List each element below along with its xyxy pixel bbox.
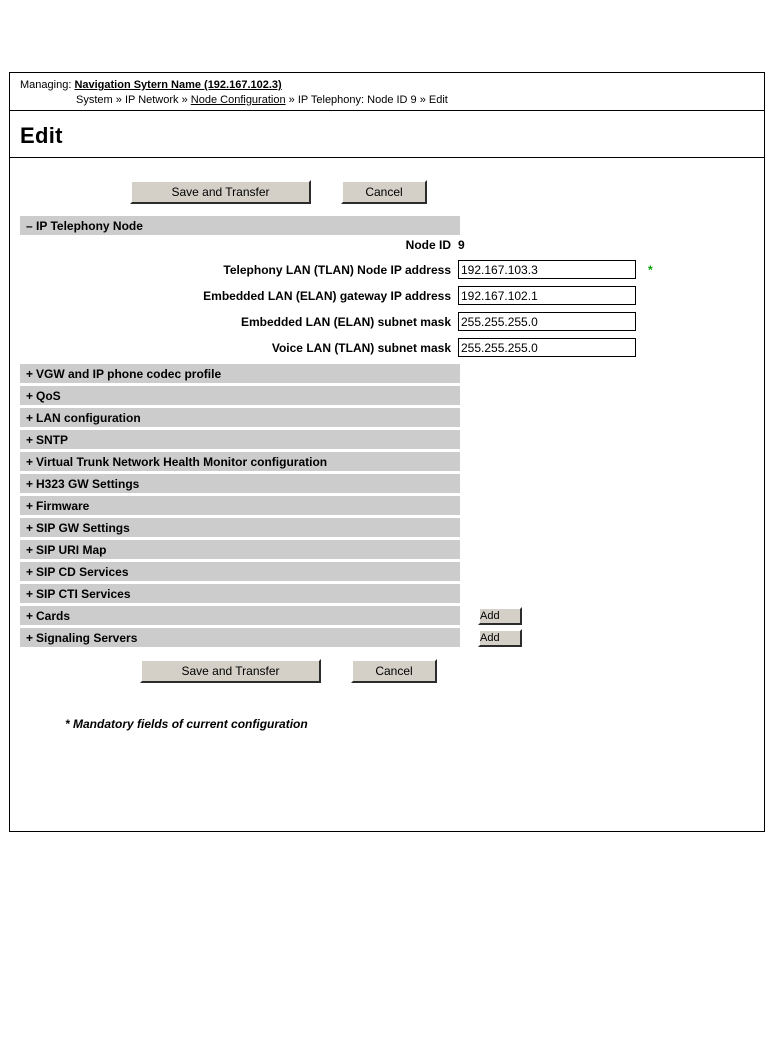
input-elan-subnet-mask[interactable] <box>458 312 636 331</box>
input-elan-gateway-ip[interactable] <box>458 286 636 305</box>
input-tlan-node-ip[interactable] <box>458 260 636 279</box>
expand-icon[interactable]: + <box>26 498 34 513</box>
section-label-sntp: SNTP <box>36 432 69 447</box>
section-row-cards <box>20 606 754 625</box>
input-tlan-subnet-mask[interactable] <box>458 338 636 357</box>
page-title: Edit <box>20 123 63 148</box>
section-ip-telephony-node[interactable] <box>20 216 460 235</box>
required-indicator-tlan-node-ip: * <box>648 262 653 277</box>
field-row-tlan-subnet-mask <box>20 338 754 357</box>
expand-icon[interactable]: + <box>26 542 34 557</box>
field-row-tlan-node-ip <box>20 260 754 279</box>
top-button-row <box>20 180 754 204</box>
managing-line <box>20 79 754 92</box>
section-label-signaling-servers: Signaling Servers <box>36 630 138 645</box>
expand-icon[interactable]: + <box>26 432 34 447</box>
expand-icon[interactable]: + <box>26 564 34 579</box>
managing-header <box>10 73 764 111</box>
breadcrumb-sep-3: » <box>288 94 295 106</box>
node-id-row <box>20 238 754 252</box>
section-row-signaling-servers <box>20 628 754 647</box>
breadcrumb-sep-2: » <box>181 94 188 106</box>
managing-label: Managing: <box>20 79 72 91</box>
label-tlan-node-ip: Telephony LAN (TLAN) Node IP address <box>223 262 451 277</box>
expand-icon[interactable]: + <box>26 366 34 381</box>
section-label-sip-cd-services: SIP CD Services <box>36 564 129 579</box>
expand-icon[interactable]: + <box>26 608 34 623</box>
section-sip-cti-services[interactable] <box>20 584 460 603</box>
mandatory-fields-note: * Mandatory fields of current configuration <box>65 717 308 731</box>
section-label-lan-configuration: LAN configuration <box>36 410 141 425</box>
node-id-label: Node ID <box>405 238 451 252</box>
section-signaling-servers[interactable] <box>20 628 460 647</box>
section-label-sip-gw-settings: SIP GW Settings <box>36 520 130 535</box>
section-label-vgw-ip-phone-codec-profile: VGW and IP phone codec profile <box>36 366 222 381</box>
cancel-button-bottom[interactable]: Cancel <box>351 659 437 683</box>
collapse-icon[interactable]: – <box>26 218 33 233</box>
expand-icon[interactable]: + <box>26 630 34 645</box>
expand-icon[interactable]: + <box>26 388 34 403</box>
breadcrumb-node-configuration[interactable]: Node Configuration <box>190 94 286 106</box>
label-tlan-subnet-mask: Voice LAN (TLAN) subnet mask <box>271 340 451 355</box>
section-label-cards: Cards <box>36 608 71 623</box>
section-qos[interactable] <box>20 386 460 405</box>
save-and-transfer-button-bottom[interactable]: Save and Transfer <box>140 659 321 683</box>
section-virtual-trunk-network-health-monitor[interactable] <box>20 452 460 471</box>
browser-content-window <box>9 72 765 832</box>
collapsible-sections-list <box>20 364 754 647</box>
expand-icon[interactable]: + <box>26 476 34 491</box>
node-id-value: 9 <box>458 238 465 252</box>
section-label-qos: QoS <box>36 388 61 403</box>
expand-icon[interactable]: + <box>26 454 34 469</box>
section-label-firmware: Firmware <box>36 498 90 513</box>
add-signaling-server-button[interactable]: Add <box>478 629 522 647</box>
expand-icon[interactable]: + <box>26 520 34 535</box>
breadcrumb-current: IP Telephony: Node ID 9 » Edit <box>297 94 448 106</box>
label-elan-subnet-mask: Embedded LAN (ELAN) subnet mask <box>240 314 451 329</box>
managing-system-name[interactable]: Navigation Sytern Name (192.167.102.3) <box>74 79 282 91</box>
section-label-sip-uri-map: SIP URI Map <box>36 542 107 557</box>
bottom-button-row <box>20 659 754 683</box>
field-row-elan-gateway-ip <box>20 286 754 305</box>
title-divider <box>10 157 764 158</box>
section-sip-gw-settings[interactable] <box>20 518 460 537</box>
breadcrumb-ip-network: IP Network <box>124 94 179 106</box>
expand-icon[interactable]: + <box>26 410 34 425</box>
cancel-button-top[interactable]: Cancel <box>341 180 427 204</box>
section-firmware[interactable] <box>20 496 460 515</box>
section-label-sip-cti-services: SIP CTI Services <box>36 586 131 601</box>
section-label-h323-gw-settings: H323 GW Settings <box>36 476 140 491</box>
section-vgw-ip-phone-codec-profile[interactable] <box>20 364 460 383</box>
add-card-button[interactable]: Add <box>478 607 522 625</box>
expand-icon[interactable]: + <box>26 586 34 601</box>
save-and-transfer-button-top[interactable]: Save and Transfer <box>130 180 311 204</box>
section-h323-gw-settings[interactable] <box>20 474 460 493</box>
section-cards[interactable] <box>20 606 460 625</box>
breadcrumb-system: System <box>76 94 113 106</box>
section-label-ip-telephony-node: IP Telephony Node <box>36 218 143 233</box>
section-sip-uri-map[interactable] <box>20 540 460 559</box>
breadcrumb <box>76 93 754 107</box>
section-sntp[interactable] <box>20 430 460 449</box>
section-label-virtual-trunk-network-health-monitor: Virtual Trunk Network Health Monitor configuration <box>36 454 328 469</box>
breadcrumb-sep-1: » <box>115 94 122 106</box>
section-sip-cd-services[interactable] <box>20 562 460 581</box>
label-elan-gateway-ip: Embedded LAN (ELAN) gateway IP address <box>203 288 451 303</box>
section-lan-configuration[interactable] <box>20 408 460 427</box>
field-row-elan-subnet-mask <box>20 312 754 331</box>
edit-form <box>10 180 764 731</box>
